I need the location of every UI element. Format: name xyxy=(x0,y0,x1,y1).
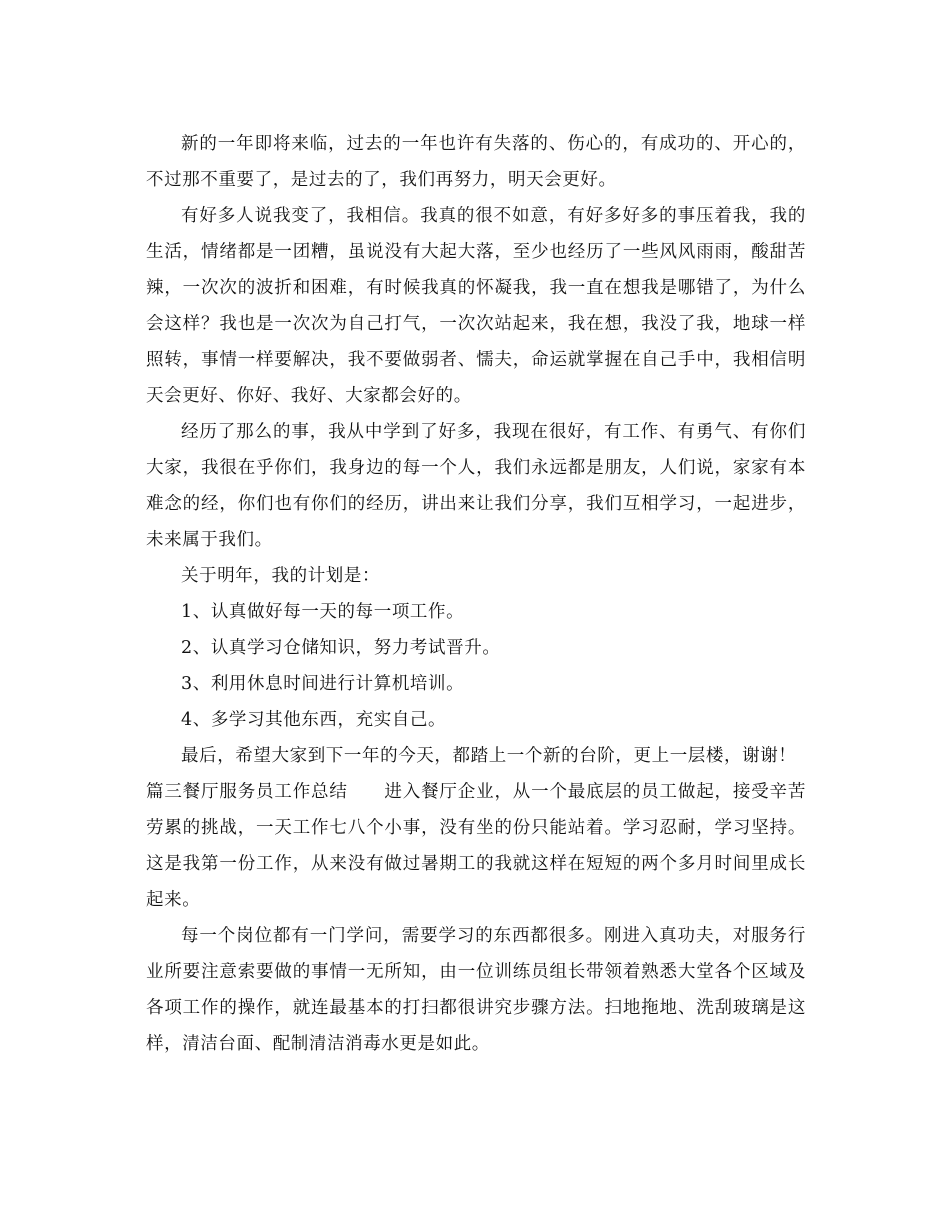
paragraph-new-year: 新的一年即将来临，过去的一年也许有失落的、伤心的，有成功的、开心的，不过那不重要了，是过去的了，我们再努力，明天会更好。 xyxy=(146,134,806,190)
paragraph-closing: 最后，希望大家到下一年的今天，都踏上一个新的台阶，更上一层楼，谢谢！ xyxy=(181,746,797,766)
paragraph-changed: 有好多人说我变了，我相信。我真的很不如意，有好多好多的事压着我，我的生活，情绪都是一团糟，虽说没有大起大落，至少也经历了一些风风雨雨，酸甜苦辣，一次次的波折和困难，有时候我真的怀凝我，我一直在想我是哪错了，为什么会这样？我也是一次次为自己打气，一次次站起来，我在想，我没了我，地球一样照转，事情一样要解决，我不要做弱者、懦夫，命运就掌握在自己手中，我相信明天会更好、你好、我好、大家都会好的。 xyxy=(146,206,806,406)
plan-item-3: 3、利用休息时间进行计算机培训。 xyxy=(181,674,465,694)
paragraph-experience: 经历了那么的事，我从中学到了好多，我现在很好，有工作、有勇气、有你们大家，我很在乎你们，我身边的每一个人，我们永远都是朋友，人们说，家家有本难念的经，你们也有你们的经历，讲出来让我们分享，我们互相学习，一起进步，未来属于我们。 xyxy=(146,422,806,550)
plan-item-1: 1、认真做好每一天的每一项工作。 xyxy=(181,602,465,622)
plan-item-4: 4、多学习其他东西，充实自己。 xyxy=(181,710,447,730)
document-body xyxy=(146,126,806,1062)
paragraph-each-post: 每一个岗位都有一门学问，需要学习的东西都很多。刚进入真功夫，对服务行业所要注意索要做的事情一无所知，由一位训练员组长带领着熟悉大堂各个区域及各项工作的操作，就连最基本的打扫都很讲究步骤方法。扫地拖地、洗刮玻璃是这样，清洁台面、配制清洁消毒水更是如此。 xyxy=(146,926,806,1054)
paragraph-section-three: 篇三餐厅服务员工作总结 进入餐厅企业，从一个最底层的员工做起，接受辛苦劳累的挑战，一天工作七八个小事，没有坐的份只能站着。学习忍耐，学习坚持。这是我第一份工作，从来没有做过暑期工的我就这样在短短的两个多月时间里成长起来。 xyxy=(146,782,806,910)
plan-item-2: 2、认真学习仓储知识，努力考试晋升。 xyxy=(181,638,501,658)
paragraph-plan-intro: 关于明年，我的计划是： xyxy=(181,566,381,586)
